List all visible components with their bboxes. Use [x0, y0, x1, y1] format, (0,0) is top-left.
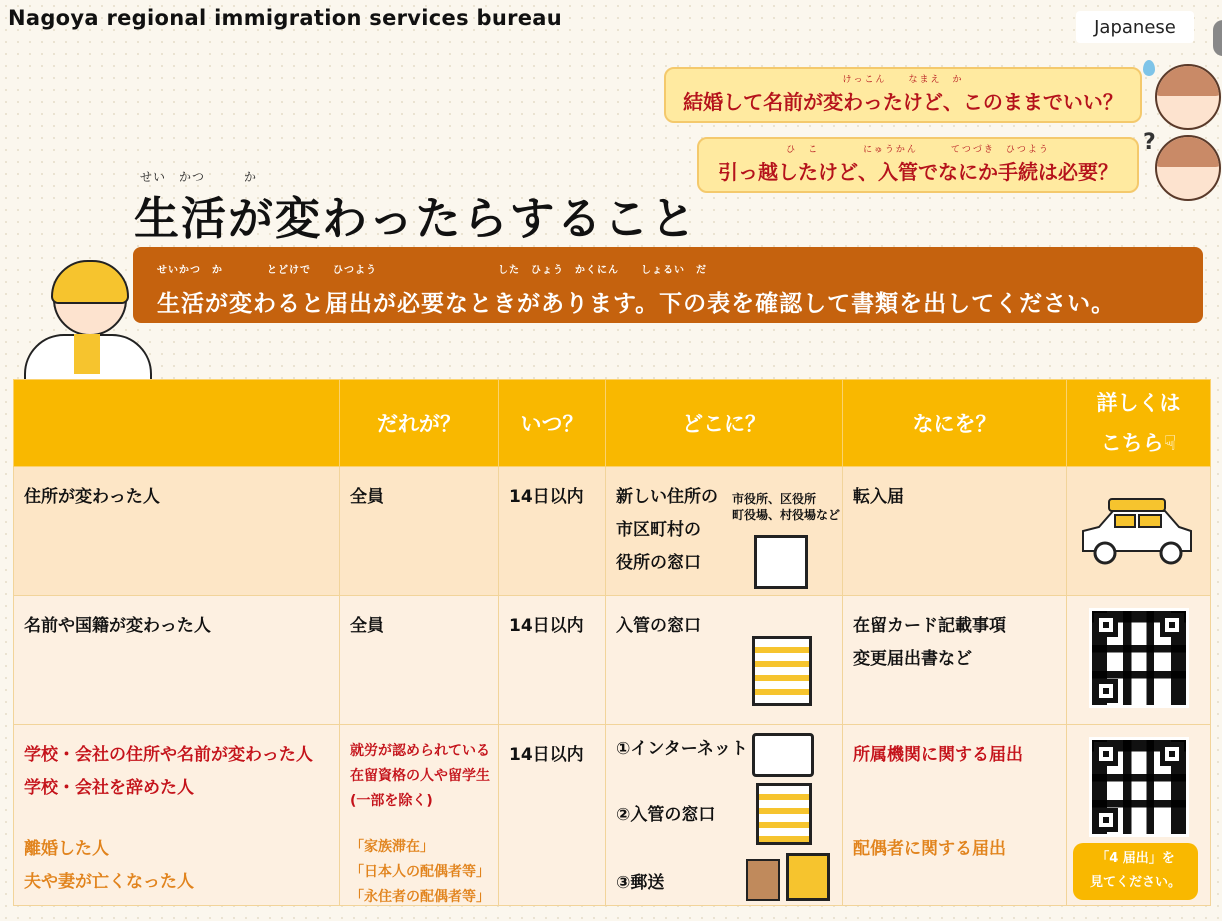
row3-whom-line: 就労が認められている: [350, 743, 490, 759]
row3-what: 所属機関に関する届出: [853, 745, 1023, 765]
staff-illustration-icon: [18, 262, 158, 384]
row2-whom: 全員: [350, 616, 384, 636]
row3-where-step: ②入管の窓口: [616, 805, 716, 825]
note-line: 「4 届出」を: [1096, 851, 1175, 866]
row3-whom-line: (一部を除く): [350, 793, 433, 809]
row3-whom: [340, 725, 498, 814]
row1-where-note: 市役所、区役所 町役場、村役場など: [732, 492, 841, 522]
qr-code-icon[interactable]: [1089, 608, 1189, 708]
sweat-drop-icon: [1143, 60, 1155, 76]
car-icon: [1079, 497, 1197, 569]
row3-where-step: ③郵送: [616, 873, 665, 893]
immigration-office-icon: [752, 636, 812, 706]
table-row: [14, 467, 1211, 596]
row3-who-line: 学校・会社を辞めた人: [24, 778, 194, 798]
table-header-row: [14, 380, 1211, 467]
question-bubble-marriage: [664, 67, 1142, 123]
mailbox-icon: [786, 853, 830, 901]
row3-who-line: 離婚した人: [24, 839, 109, 859]
woman-avatar-icon: [1155, 135, 1221, 201]
row3-who-line: 夫や妻が亡くなった人: [24, 872, 194, 892]
laptop-icon: [752, 733, 814, 777]
header-when: いつ？: [499, 380, 606, 467]
bureau-title: Nagoya regional immigration services bureau: [8, 6, 562, 30]
row3-who-spouse: [14, 819, 202, 899]
row3-whom-line: 「日本人の配偶者等」: [350, 864, 490, 880]
row1-where-line: 役所の窓口: [616, 553, 701, 573]
note-line: 見てください。: [1089, 875, 1181, 890]
row2-what-line: 変更届出書など: [853, 649, 972, 669]
row2-where: 入管の窓口: [616, 616, 701, 636]
row1-when: 14日以内: [509, 487, 584, 507]
table-row: [14, 596, 1211, 725]
table-row: [14, 725, 1211, 906]
row3-when: 14日以内: [509, 745, 584, 765]
scroll-handle[interactable]: [1213, 20, 1222, 56]
language-button[interactable]: Japanese: [1076, 11, 1194, 43]
bubble-text: 結婚して名前が変わったけど、このままでいい？: [683, 89, 1123, 114]
bubble-ruby: ひ こ にゅうかん てつづき ひつよう: [786, 145, 1050, 155]
row3-whom-line: 在留資格の人や留学生: [350, 768, 490, 784]
row1-where-line: 新しい住所の: [616, 487, 718, 507]
row3-whom-line: 「永住者の配偶者等」: [350, 889, 490, 905]
title-ruby: せい かつ か: [140, 170, 258, 184]
header-where: どこに？: [606, 380, 843, 467]
woman-avatar-icon: [1155, 64, 1221, 130]
question-bubble-moving: [697, 137, 1139, 193]
row1-whom: 全員: [350, 487, 384, 507]
row2-when: 14日以内: [509, 616, 584, 636]
row3-who-line: 学校・会社の住所や名前が変わった人: [24, 745, 313, 765]
header-details: [1067, 380, 1211, 467]
bubble-ruby: けっこん なまえ か: [842, 75, 964, 85]
banner-ruby: せいかつ か とどけで ひつよう した ひょう かくにん しょるい だ: [157, 265, 707, 276]
bubble-text: 引っ越したけど、入管でなにか手続は必要？: [718, 159, 1118, 184]
info-banner: [133, 247, 1203, 323]
row3-what-spouse: 配偶者に関する届出: [853, 839, 1006, 859]
question-mark-icon: ?: [1143, 130, 1156, 155]
row3-whom-spouse: [340, 821, 498, 910]
procedure-table: [13, 379, 1211, 906]
row1-where-line: 市区町村の: [616, 520, 701, 540]
banner-text: 生活が変わると届出が必要なときがあります。下の表を確認して書類を出してください。: [157, 291, 1116, 317]
row3-where-step: ①インターネット: [616, 739, 748, 759]
row3-whom-line: 「家族滞在」: [350, 839, 434, 855]
envelope-icon: [746, 859, 780, 901]
qr-code-icon[interactable]: [1089, 737, 1189, 837]
city-hall-icon: [754, 535, 808, 589]
row2-what-line: 在留カード記載事項: [853, 616, 1006, 636]
header-empty: [14, 380, 340, 467]
page-title: 生活が変わったらすること: [134, 192, 698, 245]
header-what: なにを？: [843, 380, 1067, 467]
row1-who: 住所が変わった人: [24, 487, 160, 507]
row1-what: 転入届: [853, 487, 904, 507]
row3-who: [14, 725, 339, 805]
see-section-note[interactable]: [1073, 843, 1198, 900]
header-details-line2: こちら☟: [1100, 431, 1177, 455]
row2-what: [843, 596, 1066, 676]
row2-who: 名前や国籍が変わった人: [24, 616, 211, 636]
header-details-line1: 詳しくは: [1096, 391, 1181, 415]
header-who: だれが？: [340, 380, 499, 467]
immigration-office-icon: [756, 783, 812, 845]
